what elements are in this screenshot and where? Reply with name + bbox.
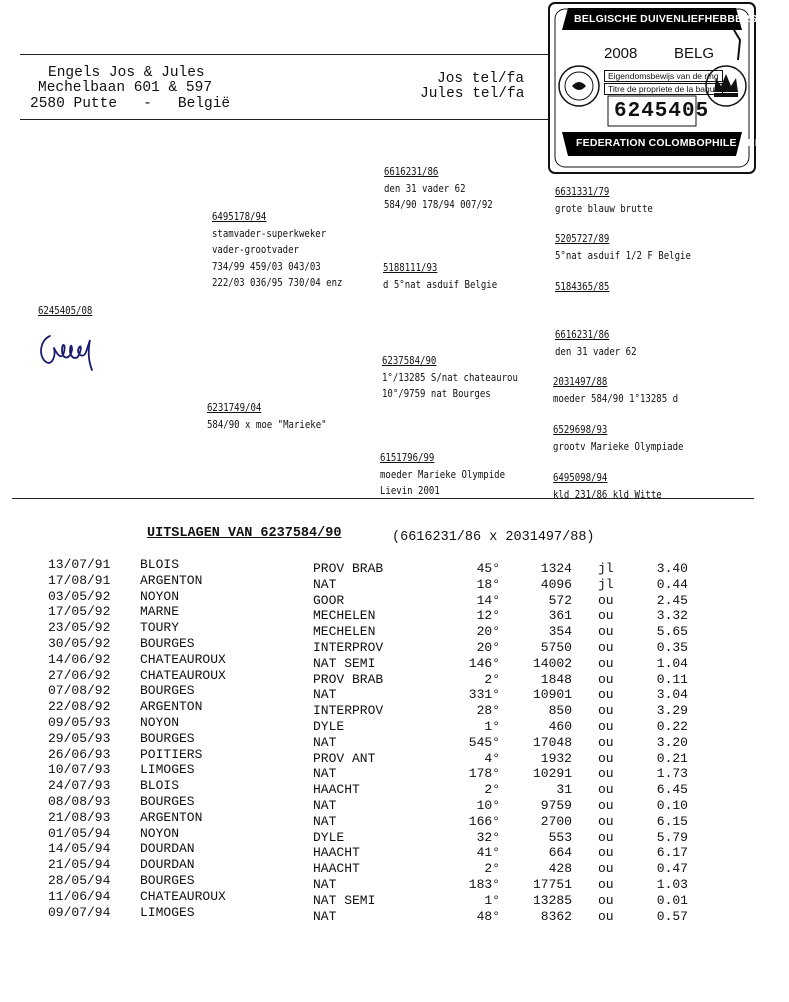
result-date: 23/05/92: [48, 620, 111, 636]
result-date: 09/05/93: [48, 715, 111, 730]
result-rank: 45°: [476, 561, 500, 576]
result-percent: 0.57: [656, 908, 688, 924]
pedigree-subject-ring: 6245405/08: [38, 305, 93, 317]
header-bottom-rule: [20, 119, 548, 120]
result-birds: 5750: [540, 640, 572, 655]
pedigree-dd-line-1: moeder Marieke Olympide: [380, 468, 506, 481]
result-date: 07/08/92: [48, 683, 111, 699]
tel-jos: Jos tel/fa: [437, 71, 525, 87]
result-percent: 0.01: [656, 892, 688, 908]
results-parents: (6616231/86 x 2031497/88): [392, 530, 595, 545]
result-class: ou: [598, 908, 614, 924]
result-rank: 48°: [476, 908, 500, 924]
result-rank: 20°: [476, 640, 500, 655]
result-birds: 553: [548, 829, 572, 845]
result-birds: 9759: [540, 798, 572, 813]
result-rank: 1°: [484, 892, 500, 908]
result-percent: 0.35: [656, 640, 688, 655]
result-class: ou: [598, 877, 614, 892]
result-rank: 2°: [484, 861, 500, 877]
pedigree-sdd: [555, 327, 637, 360]
result-class: ou: [598, 892, 614, 908]
result-rank: 18°: [476, 576, 500, 592]
result-rank: 2°: [484, 671, 500, 687]
result-class: ou: [598, 782, 614, 798]
pedigree-dam: [207, 400, 327, 433]
result-rank: 166°: [468, 813, 500, 829]
pedigree-ds-ring: 6237584/90: [382, 355, 437, 367]
pedigree-dss: [553, 374, 678, 407]
result-place: BOURGES: [140, 636, 195, 651]
ring-card-country: BELG: [674, 45, 715, 62]
result-race: PROV BRAB: [313, 671, 384, 687]
result-birds: 10291: [532, 766, 572, 782]
pedigree-ss-line-2: 584/90 178/94 007/92: [384, 199, 493, 211]
handwritten-signature-icon: [36, 326, 106, 376]
result-percent: 0.47: [656, 861, 688, 877]
result-date: 21/05/94: [48, 857, 111, 873]
ring-ownership-card: [546, 0, 789, 178]
result-percent: 1.73: [656, 766, 688, 782]
pedigree-bottom-rule: [12, 498, 754, 499]
result-percent: 1.04: [656, 655, 688, 671]
result-rank: 2°: [484, 782, 500, 798]
pedigree-sd-ring: 5188111/93: [383, 262, 438, 274]
result-race: NAT: [313, 798, 337, 813]
result-class: ou: [598, 845, 614, 861]
result-percent: 0.10: [656, 798, 688, 813]
pedigree-dsd-ring: 6529698/93: [553, 424, 608, 436]
result-percent: 6.45: [656, 782, 688, 798]
result-place: LIMOGES: [140, 904, 195, 920]
result-place: DOURDAN: [140, 841, 195, 857]
result-birds: 8362: [540, 908, 572, 924]
result-class: ou: [598, 766, 614, 782]
result-date: 01/05/94: [48, 825, 111, 841]
result-rank: 4°: [484, 750, 500, 766]
result-date: 11/06/94: [48, 888, 111, 904]
result-race: MECHELEN: [313, 624, 376, 640]
pedigree-sd-line-1: d 5°nat asduif Belgie: [383, 278, 498, 291]
result-birds: 2700: [540, 813, 572, 829]
pedigree-ssd: [555, 231, 691, 264]
result-race: NAT SEMI: [313, 655, 376, 671]
result-rank: 331°: [468, 687, 500, 703]
result-class: ou: [598, 640, 614, 655]
result-date: 29/05/93: [48, 730, 111, 746]
result-rank: 146°: [468, 655, 500, 671]
result-percent: 1.03: [656, 877, 688, 892]
result-class: ou: [598, 592, 614, 608]
result-birds: 10901: [532, 687, 572, 703]
result-percent: 6.15: [656, 813, 688, 829]
result-percent: 3.04: [656, 687, 688, 703]
result-birds: 354: [548, 624, 572, 640]
result-place: BOURGES: [140, 794, 195, 809]
result-percent: 3.20: [656, 734, 688, 750]
result-percent: 0.21: [656, 750, 688, 766]
result-date: 17/05/92: [48, 604, 111, 620]
result-birds: 13285: [532, 892, 572, 908]
result-rank: 32°: [476, 829, 500, 845]
result-place: CHATEAUROUX: [140, 667, 226, 683]
pedigree-sds: [555, 279, 609, 296]
result-race: GOOR: [313, 592, 345, 608]
pedigree-ds-line-1: 1°/13285 S/nat chateaurou: [382, 371, 518, 384]
result-race: PROV BRAB: [313, 561, 384, 576]
pedigree-dss-line-1: moeder 584/90 1°13285 d: [553, 392, 679, 405]
result-birds: 572: [548, 592, 572, 608]
result-date: 30/05/92: [48, 636, 111, 651]
result-rank: 545°: [468, 734, 500, 750]
result-class: ou: [598, 608, 614, 624]
pedigree-sss-line-1: grote blauw brutte: [555, 202, 653, 215]
pedigree-dam-ring: 6231749/04: [207, 402, 262, 414]
result-race: INTERPROV: [313, 640, 384, 655]
result-race: DYLE: [313, 829, 345, 845]
pedigree-ds-line-2: 10°/9759 nat Bourges: [382, 388, 491, 400]
pedigree-ss-ring: 6616231/86: [384, 166, 439, 178]
result-place: TOURY: [140, 620, 180, 636]
result-birds: 31: [556, 782, 572, 798]
result-date: 14/05/94: [48, 841, 111, 857]
pedigree-ssd-line-1: 5°nat asduif 1/2 F Belgie: [555, 249, 691, 262]
owner-name: Engels Jos & Jules: [48, 65, 205, 81]
result-place: BOURGES: [140, 730, 195, 746]
pedigree-dd-line-2: Lievin 2001: [380, 485, 440, 497]
result-class: ou: [598, 734, 614, 750]
result-birds: 17048: [532, 734, 572, 750]
result-percent: 3.29: [656, 703, 688, 719]
result-place: POITIERS: [140, 746, 203, 762]
result-race: HAACHT: [313, 845, 360, 861]
result-birds: 428: [548, 861, 572, 877]
result-percent: 6.17: [656, 845, 688, 861]
tel-jules: Jules tel/fa: [420, 86, 525, 102]
result-percent: 3.40: [656, 561, 688, 576]
result-percent: 2.45: [656, 592, 688, 608]
result-race: INTERPROV: [313, 703, 384, 719]
result-date: 26/06/93: [48, 746, 111, 762]
result-class: ou: [598, 687, 614, 703]
result-birds: 1932: [540, 750, 572, 766]
pedigree-dd: [380, 450, 505, 500]
result-race: HAACHT: [313, 861, 360, 877]
ring-card-caption-fr: Titre de propriete de la bague: [604, 83, 723, 95]
result-place: ARGENTON: [140, 572, 203, 588]
result-date: 03/05/92: [48, 588, 111, 604]
result-rank: 20°: [476, 624, 500, 640]
result-date: 08/08/93: [48, 794, 111, 809]
pedigree-sire: [212, 209, 342, 292]
result-rank: 178°: [468, 766, 500, 782]
result-date: 09/07/94: [48, 904, 111, 920]
result-percent: 5.65: [656, 624, 688, 640]
pedigree-sire-line-2: vader-grootvader: [212, 244, 299, 256]
result-percent: 3.32: [656, 608, 688, 624]
result-place: CHATEAUROUX: [140, 888, 226, 904]
result-birds: 1324: [540, 561, 572, 576]
result-date: 21/08/93: [48, 809, 111, 825]
result-rank: 183°: [468, 877, 500, 892]
result-race: NAT: [313, 908, 337, 924]
results-title: UITSLAGEN VAN 6237584/90: [147, 526, 342, 541]
result-place: DOURDAN: [140, 857, 195, 873]
result-rank: 1°: [484, 719, 500, 734]
result-rank: 10°: [476, 798, 500, 813]
result-birds: 4096: [540, 576, 572, 592]
result-race: HAACHT: [313, 782, 360, 798]
result-place: BLOIS: [140, 778, 180, 794]
header-top-rule: [20, 54, 548, 55]
result-race: NAT: [313, 687, 337, 703]
result-place: NOYON: [140, 715, 180, 730]
owner-city: 2580 Putte - België: [30, 96, 231, 112]
pedigree-ds: [382, 353, 518, 403]
pedigree-sdd-line-1: den 31 vader 62: [555, 345, 637, 358]
pedigree-subject: [38, 303, 92, 320]
result-percent: 0.22: [656, 719, 688, 734]
pedigree-dds-ring: 6495098/94: [553, 472, 608, 484]
result-class: ou: [598, 861, 614, 877]
result-race: MECHELEN: [313, 608, 376, 624]
result-date: 17/08/91: [48, 572, 111, 588]
result-date: 28/05/94: [48, 873, 111, 888]
result-class: jl: [598, 561, 614, 576]
pedigree-sire-ring: 6495178/94: [212, 211, 267, 223]
result-place: NOYON: [140, 825, 180, 841]
result-race: PROV ANT: [313, 750, 376, 766]
result-place: CHATEAUROUX: [140, 651, 226, 667]
pedigree-ss-line-1: den 31 vader 62: [384, 182, 466, 195]
pedigree-dsd-line-1: grootv Marieke Olympiade: [553, 440, 684, 453]
pedigree-sss: [555, 184, 653, 217]
result-place: NOYON: [140, 588, 180, 604]
result-place: ARGENTON: [140, 809, 203, 825]
result-place: MARNE: [140, 604, 180, 620]
pedigree-sss-ring: 6631331/79: [555, 186, 610, 198]
result-class: ou: [598, 655, 614, 671]
result-percent: 5.79: [656, 829, 688, 845]
result-class: ou: [598, 813, 614, 829]
result-class: ou: [598, 798, 614, 813]
owner-address: Mechelbaan 601 & 597: [38, 80, 213, 96]
result-birds: 361: [548, 608, 572, 624]
result-birds: 17751: [532, 877, 572, 892]
result-date: 22/08/92: [48, 699, 111, 715]
pedigree-ssd-ring: 5205727/89: [555, 233, 610, 245]
ring-card-caption-nl: Eigendomsbewijs van de ring: [604, 70, 723, 82]
result-place: BOURGES: [140, 683, 195, 699]
result-class: ou: [598, 624, 614, 640]
result-class: ou: [598, 671, 614, 687]
pedigree-sire-line-4: 222/03 036/95 730/04 enz: [212, 277, 343, 289]
result-class: ou: [598, 750, 614, 766]
result-class: jl: [598, 576, 614, 592]
pedigree-ss: [384, 164, 493, 214]
result-race: DYLE: [313, 719, 345, 734]
result-rank: 28°: [476, 703, 500, 719]
result-date: 27/06/92: [48, 667, 111, 683]
result-date: 10/07/93: [48, 762, 111, 778]
result-class: ou: [598, 719, 614, 734]
ring-card-top-banner: BELGISCHE DUIVENLIEFHEBBERSBOND: [574, 13, 789, 25]
pedigree-sire-line-1: stamvader-superkweker: [212, 227, 327, 240]
result-class: ou: [598, 703, 614, 719]
result-birds: 1848: [540, 671, 572, 687]
result-class: ou: [598, 829, 614, 845]
pedigree-dsd: [553, 422, 683, 455]
result-place: BLOIS: [140, 557, 180, 572]
result-birds: 850: [548, 703, 572, 719]
result-race: NAT: [313, 766, 337, 782]
result-percent: 0.11: [656, 671, 688, 687]
pedigree-dam-line-1: 584/90 x moe "Marieke": [207, 418, 327, 431]
result-percent: 0.44: [656, 576, 688, 592]
result-race: NAT SEMI: [313, 892, 376, 908]
pedigree-dds-line-1: kld 231/86 kld Witte: [553, 488, 662, 501]
result-date: 24/07/93: [48, 778, 111, 794]
ring-card-bottom-banner: FEDERATION COLOMBOPHILE BELGE: [576, 137, 778, 149]
result-rank: 41°: [476, 845, 500, 861]
result-race: NAT: [313, 734, 337, 750]
ring-card-number: 6245405: [614, 100, 710, 123]
result-place: LIMOGES: [140, 762, 195, 778]
ring-card-year: 2008: [604, 45, 638, 62]
result-date: 13/07/91: [48, 557, 111, 572]
result-birds: 14002: [532, 655, 572, 671]
result-rank: 12°: [476, 608, 500, 624]
federation-seal-icon: [559, 66, 599, 106]
pedigree-sire-line-3: 734/99 459/03 043/03: [212, 260, 321, 273]
result-place: BOURGES: [140, 873, 195, 888]
pedigree-sd: [383, 260, 497, 293]
result-race: NAT: [313, 813, 337, 829]
pedigree-dss-ring: 2031497/88: [553, 376, 608, 388]
pedigree-sds-ring: 5184365/85: [555, 281, 610, 293]
result-birds: 664: [548, 845, 572, 861]
result-race: NAT: [313, 877, 337, 892]
pedigree-dd-ring: 6151796/99: [380, 452, 435, 464]
result-rank: 14°: [476, 592, 500, 608]
result-place: ARGENTON: [140, 699, 203, 715]
pedigree-sdd-ring: 6616231/86: [555, 329, 610, 341]
result-race: NAT: [313, 576, 337, 592]
result-birds: 460: [548, 719, 572, 734]
result-date: 14/06/92: [48, 651, 111, 667]
